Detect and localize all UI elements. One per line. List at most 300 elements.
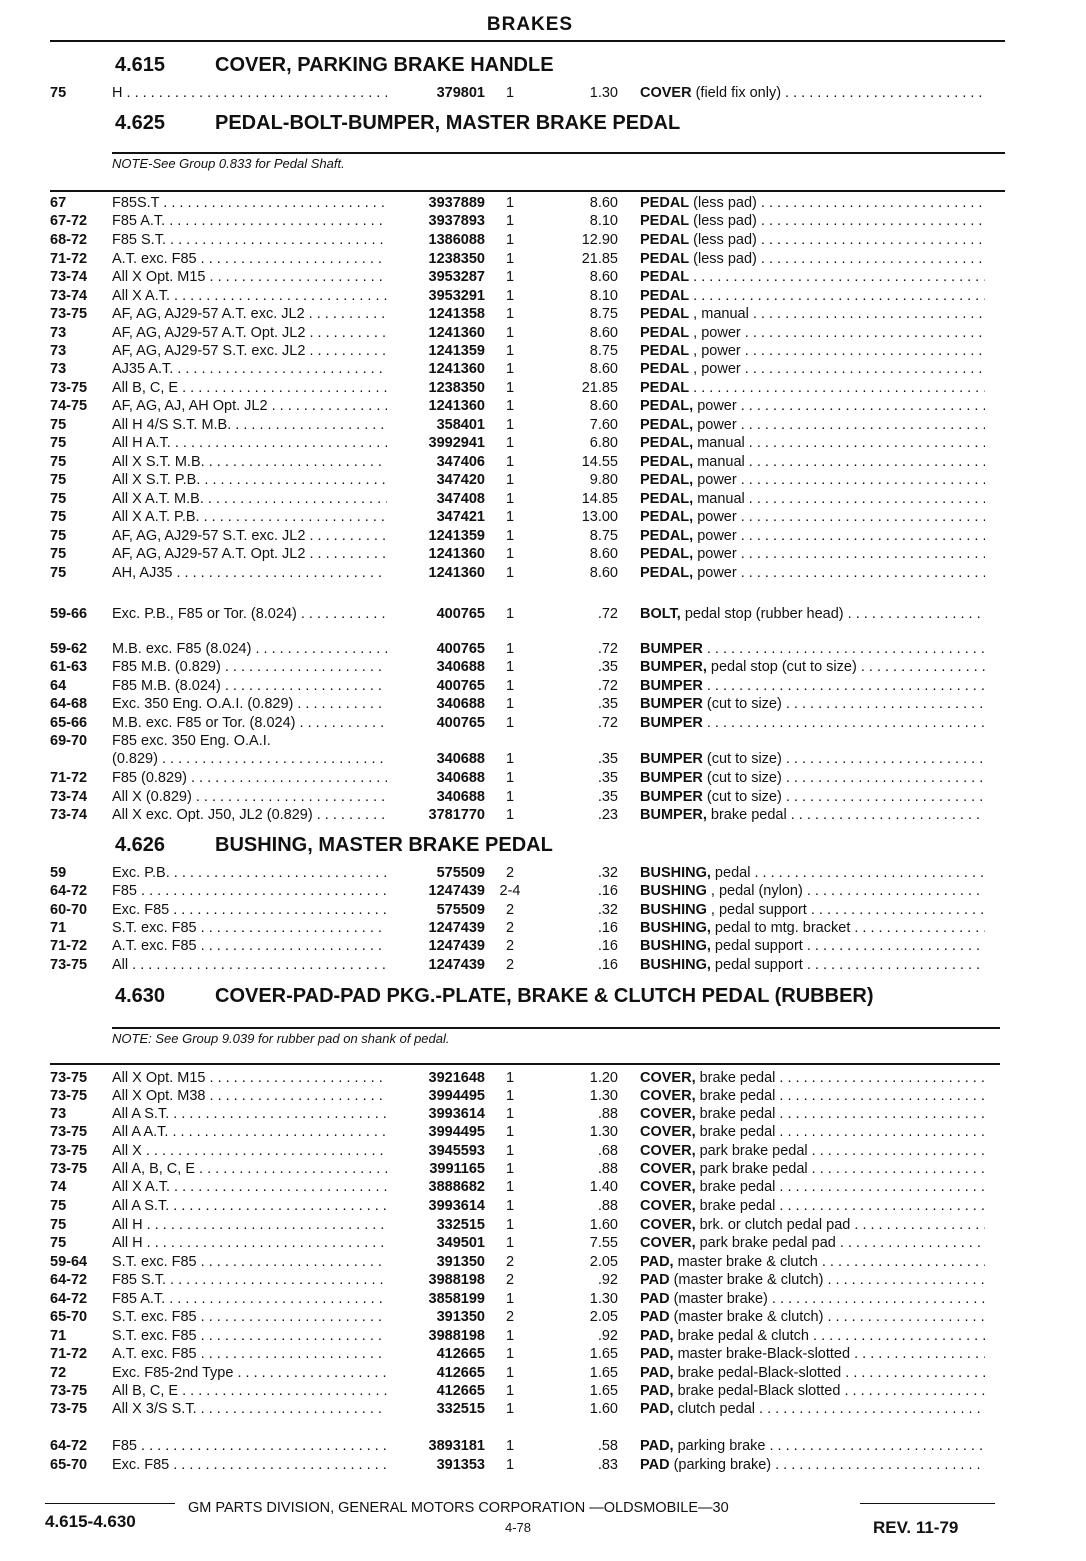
price-cell: 1.40: [589, 1179, 618, 1195]
table-row: [0, 250, 1080, 268]
quantity-cell: 1: [505, 195, 515, 211]
year-cell: 61-63: [50, 659, 88, 675]
quantity-cell: 1: [505, 1198, 515, 1214]
item-detail: brake pedal: [695, 1106, 776, 1122]
item-name: PEDAL,: [640, 454, 694, 470]
item-detail: (cut to size): [702, 751, 782, 767]
item-name: COVER,: [640, 1198, 696, 1214]
description-cell: [640, 416, 985, 434]
price-cell: 1.30: [589, 1124, 618, 1140]
price-cell: 1.60: [589, 1217, 618, 1233]
quantity-cell: 1: [505, 454, 515, 470]
item-name: BUMPER: [640, 751, 703, 767]
description-cell: [640, 1345, 985, 1363]
model-cell: F85 . . .: [112, 1437, 387, 1455]
model-cell: AJ35 A.T. . . .: [112, 360, 387, 378]
description-cell: [640, 1234, 985, 1252]
description-cell: [640, 695, 985, 713]
model-cell: All A A.T. . . .: [112, 1123, 387, 1141]
quantity-cell: 1: [505, 288, 515, 304]
description-cell: [640, 231, 985, 249]
table-row: [0, 268, 1080, 286]
quantity-cell: 1: [505, 770, 515, 786]
table-row: [0, 1290, 1080, 1308]
description-cell: [640, 1197, 985, 1215]
divider: [860, 1503, 995, 1504]
item-name: COVER,: [640, 1106, 696, 1122]
table-row: [0, 434, 1080, 452]
quantity-cell: 1: [505, 641, 515, 657]
description-cell: [640, 342, 985, 360]
quantity-cell: 1: [505, 1179, 515, 1195]
model-cell: S.T. exc. F85 . . .: [112, 1308, 387, 1326]
part-number-cell: 575509: [436, 902, 485, 918]
quantity-cell: 2: [505, 902, 515, 918]
description-cell: [640, 1105, 985, 1123]
price-cell: .16: [597, 957, 618, 973]
quantity-cell: 1: [505, 1383, 515, 1399]
item-name: BOLT,: [640, 606, 681, 622]
price-cell: 2.05: [589, 1309, 618, 1325]
quantity-cell: 1: [505, 343, 515, 359]
description-cell: [640, 287, 985, 305]
quantity-cell: 1: [505, 565, 515, 581]
quantity-cell: 1: [505, 528, 515, 544]
item-detail: , manual: [689, 306, 749, 322]
model-cell: AF, AG, AJ, AH Opt. JL2 . . .: [112, 397, 387, 415]
quantity-cell: 2: [505, 920, 515, 936]
item-name: PAD: [640, 1272, 670, 1288]
model-cell: All X S.T. M.B. . . .: [112, 453, 387, 471]
quantity-cell: 1: [505, 306, 515, 322]
quantity-cell: 1: [505, 1457, 515, 1473]
model-cell: AF, AG, AJ29-57 S.T. exc. JL2 . . .: [112, 527, 387, 545]
part-number-cell: 358401: [436, 417, 485, 433]
item-name: PEDAL: [640, 195, 690, 211]
part-number-cell: 400765: [436, 715, 485, 731]
item-name: PEDAL,: [640, 546, 694, 562]
price-cell: 14.55: [581, 454, 618, 470]
price-cell: .35: [597, 751, 618, 767]
item-detail: power: [693, 546, 737, 562]
price-cell: 1.20: [589, 1070, 618, 1086]
year-cell: 73-74: [50, 789, 88, 805]
quantity-cell: 1: [505, 807, 515, 823]
table-row: [0, 212, 1080, 230]
part-number-cell: 412665: [436, 1365, 485, 1381]
quantity-cell: 1: [505, 1235, 515, 1251]
model-cell: All X Opt. M38 . . .: [112, 1087, 387, 1105]
item-name: COVER,: [640, 1143, 696, 1159]
item-detail: , pedal support: [706, 902, 807, 918]
price-cell: .35: [597, 789, 618, 805]
section-number: 4.625: [115, 112, 166, 134]
model-cell: H . . .: [112, 84, 387, 102]
item-detail: manual: [693, 491, 745, 507]
price-cell: 6.80: [589, 435, 618, 451]
quantity-cell: 1: [505, 751, 515, 767]
description-cell: [640, 434, 985, 452]
part-number-cell: 3858199: [428, 1291, 485, 1307]
price-cell: 1.30: [589, 85, 618, 101]
model-cell: (0.829) . . .: [112, 750, 387, 768]
section-header: [0, 112, 1080, 142]
item-detail: (less pad): [689, 195, 757, 211]
description-cell: [640, 305, 985, 323]
price-cell: 21.85: [581, 251, 618, 267]
part-number-cell: 1241360: [428, 546, 485, 562]
table-row: [0, 84, 1080, 102]
divider: [112, 1027, 1000, 1029]
description-cell: [640, 1400, 985, 1418]
part-number-cell: 1241360: [428, 398, 485, 414]
description-cell: [640, 1142, 985, 1160]
description-cell: [640, 1087, 985, 1105]
item-name: BUMPER,: [640, 659, 707, 675]
divider: [50, 190, 1005, 192]
year-cell: 71-72: [50, 251, 88, 267]
description-cell: [640, 658, 985, 676]
model-cell: A.T. exc. F85 . . .: [112, 250, 387, 268]
item-name: PEDAL: [640, 213, 690, 229]
description-cell: [640, 1437, 985, 1455]
item-detail: brake pedal-Black slotted: [673, 1383, 841, 1399]
part-number-cell: 1247439: [428, 920, 485, 936]
part-number-cell: 575509: [436, 865, 485, 881]
item-detail: (master brake & clutch): [669, 1309, 824, 1325]
footer-division: GM PARTS DIVISION, GENERAL MOTORS CORPORATION —OLDSMOBILE—30: [188, 1500, 729, 1516]
price-cell: .16: [597, 883, 618, 899]
table-row: [0, 714, 1080, 732]
part-number-cell: 3992941: [428, 435, 485, 451]
item-name: PEDAL,: [640, 528, 694, 544]
section-header: [0, 985, 1080, 1015]
model-cell: M.B. exc. F85 (8.024) . . .: [112, 640, 387, 658]
model-cell: F85 S.T. . . .: [112, 231, 387, 249]
item-name: PAD: [640, 1291, 670, 1307]
part-number-cell: 347406: [436, 454, 485, 470]
description-cell: [640, 1327, 985, 1345]
item-detail: pedal to mtg. bracket: [710, 920, 851, 936]
year-cell: 71: [50, 1328, 67, 1344]
year-cell: 73-75: [50, 1383, 88, 1399]
section-title: PEDAL-BOLT-BUMPER, MASTER BRAKE PEDAL: [215, 112, 681, 134]
table-row: [0, 1382, 1080, 1400]
year-cell: 73: [50, 361, 67, 377]
part-number-cell: 3888682: [428, 1179, 485, 1195]
year-cell: 73-75: [50, 1143, 88, 1159]
price-cell: .32: [597, 902, 618, 918]
model-cell: All X . . .: [112, 1142, 387, 1160]
part-number-cell: 412665: [436, 1383, 485, 1399]
part-number-cell: 3993614: [428, 1106, 485, 1122]
item-detail: (parking brake): [669, 1457, 772, 1473]
item-detail: brake pedal: [695, 1198, 776, 1214]
price-cell: 8.60: [589, 565, 618, 581]
description-cell: [640, 937, 985, 955]
part-number-cell: 1238350: [428, 380, 485, 396]
table-row: [0, 1327, 1080, 1345]
item-name: BUMPER: [640, 789, 703, 805]
description-cell: [640, 453, 985, 471]
year-cell: 73-74: [50, 807, 88, 823]
item-detail: brake pedal: [695, 1070, 776, 1086]
year-cell: 71-72: [50, 1346, 88, 1362]
section-title: COVER, PARKING BRAKE HANDLE: [215, 54, 554, 76]
note: NOTE-See Group 0.833 for Pedal Shaft.: [112, 156, 345, 171]
part-number-cell: 347408: [436, 491, 485, 507]
part-number-cell: 3893181: [428, 1438, 485, 1454]
quantity-cell: 1: [505, 269, 515, 285]
section-number: 4.626: [115, 834, 166, 856]
part-number-cell: 3953287: [428, 269, 485, 285]
table-row: [0, 956, 1080, 974]
footer-range: 4.615-4.630: [45, 1512, 136, 1531]
table-row: [0, 1456, 1080, 1474]
part-number-cell: 400765: [436, 641, 485, 657]
item-detail: power: [693, 398, 737, 414]
item-detail: power: [693, 417, 737, 433]
item-detail: brk. or clutch pedal pad: [695, 1217, 851, 1233]
part-number-cell: 3945593: [428, 1143, 485, 1159]
table-row: [0, 937, 1080, 955]
quantity-cell: 1: [505, 325, 515, 341]
item-detail: (less pad): [689, 251, 757, 267]
section-number: 4.615: [115, 54, 166, 76]
year-cell: 73-75: [50, 1088, 88, 1104]
item-name: PEDAL: [640, 325, 690, 341]
description-cell: [640, 268, 985, 286]
item-name: COVER: [640, 85, 692, 101]
table-row: [0, 1197, 1080, 1215]
table-row: [0, 416, 1080, 434]
item-name: COVER,: [640, 1124, 696, 1140]
price-cell: 8.60: [589, 398, 618, 414]
item-name: COVER,: [640, 1088, 696, 1104]
section-number: 4.630: [115, 985, 166, 1007]
revision: REV. 11-79: [873, 1518, 959, 1537]
price-cell: 7.60: [589, 417, 618, 433]
table-row: [0, 360, 1080, 378]
description-cell: [640, 1271, 985, 1289]
table-row: [0, 605, 1080, 623]
quantity-cell: 2: [505, 1309, 515, 1325]
year-cell: 73-75: [50, 957, 88, 973]
model-cell: AF, AG, AJ29-57 A.T. Opt. JL2 . . .: [112, 324, 387, 342]
part-number-cell: 340688: [436, 770, 485, 786]
price-cell: 9.80: [589, 472, 618, 488]
item-name: BUSHING,: [640, 865, 711, 881]
item-name: BUSHING: [640, 883, 707, 899]
description-cell: [640, 919, 985, 937]
item-name: PEDAL,: [640, 509, 694, 525]
year-cell: 73-75: [50, 306, 88, 322]
model-cell: All X Opt. M15 . . .: [112, 1069, 387, 1087]
table-row: [0, 1437, 1080, 1455]
year-cell: 75: [50, 1198, 67, 1214]
table-row: [0, 342, 1080, 360]
price-cell: 14.85: [581, 491, 618, 507]
table-row: [0, 564, 1080, 582]
part-number-cell: 3994495: [428, 1088, 485, 1104]
quantity-cell: 1: [505, 472, 515, 488]
price-cell: 7.55: [589, 1235, 618, 1251]
part-number-cell: 340688: [436, 659, 485, 675]
model-cell: F85 M.B. (8.024) . . .: [112, 677, 387, 695]
quantity-cell: 1: [505, 1070, 515, 1086]
part-number-cell: 1247439: [428, 938, 485, 954]
model-cell: Exc. P.B. . . .: [112, 864, 387, 882]
model-cell: AF, AG, AJ29-57 S.T. exc. JL2 . . .: [112, 342, 387, 360]
model-cell: Exc. P.B., F85 or Tor. (8.024) . . .: [112, 605, 387, 623]
price-cell: 8.60: [589, 546, 618, 562]
part-number-cell: 1386088: [428, 232, 485, 248]
table-row: [0, 1271, 1080, 1289]
description-cell: [640, 605, 985, 623]
description-cell: [640, 490, 985, 508]
price-cell: .35: [597, 770, 618, 786]
model-cell: All X A.T. P.B. . . .: [112, 508, 387, 526]
model-cell: All H . . .: [112, 1234, 387, 1252]
table-row: [0, 1123, 1080, 1141]
item-detail: power: [693, 528, 737, 544]
price-cell: .92: [597, 1328, 618, 1344]
item-name: PAD,: [640, 1383, 674, 1399]
model-cell: All X A.T. . . .: [112, 1178, 387, 1196]
model-cell: AF, AG, AJ29-57 A.T. exc. JL2 . . .: [112, 305, 387, 323]
item-name: PAD,: [640, 1328, 674, 1344]
year-cell: 74-75: [50, 398, 88, 414]
description-cell: [640, 806, 985, 824]
table-row: [0, 287, 1080, 305]
item-detail: (field fix only): [691, 85, 782, 101]
price-cell: .88: [597, 1198, 618, 1214]
year-cell: 68-72: [50, 232, 88, 248]
year-cell: 73-75: [50, 1161, 88, 1177]
model-cell: AH, AJ35 . . .: [112, 564, 387, 582]
price-cell: .88: [597, 1106, 618, 1122]
model-cell: All B, C, E . . .: [112, 379, 387, 397]
item-detail: pedal support: [710, 938, 803, 954]
item-name: PEDAL: [640, 269, 690, 285]
table-row: [0, 545, 1080, 563]
model-cell: F85 A.T. . . .: [112, 212, 387, 230]
table-row: [0, 769, 1080, 787]
quantity-cell: 1: [505, 1438, 515, 1454]
part-number-cell: 391353: [436, 1457, 485, 1473]
item-name: BUMPER: [640, 715, 703, 731]
item-name: BUSHING,: [640, 938, 711, 954]
item-detail: (less pad): [689, 213, 757, 229]
price-cell: 8.10: [589, 213, 618, 229]
year-cell: 64-72: [50, 883, 88, 899]
description-cell: [640, 714, 985, 732]
item-name: PAD: [640, 1457, 670, 1473]
quantity-cell: 1: [505, 213, 515, 229]
year-cell: 67-72: [50, 213, 88, 229]
price-cell: 8.75: [589, 306, 618, 322]
year-cell: 75: [50, 85, 67, 101]
quantity-cell: 1: [505, 696, 515, 712]
price-cell: .92: [597, 1272, 618, 1288]
item-detail: manual: [693, 454, 745, 470]
section-title: BUSHING, MASTER BRAKE PEDAL: [215, 834, 553, 856]
year-cell: 75: [50, 491, 67, 507]
model-cell: F85 (0.829) . . .: [112, 769, 387, 787]
price-cell: 2.05: [589, 1254, 618, 1270]
item-detail: clutch pedal: [673, 1401, 755, 1417]
part-number-cell: 1241358: [428, 306, 485, 322]
price-cell: .72: [597, 606, 618, 622]
item-name: PEDAL,: [640, 565, 694, 581]
part-number-cell: 1241359: [428, 528, 485, 544]
item-detail: brake pedal: [706, 807, 787, 823]
model-cell: A.T. exc. F85 . . .: [112, 937, 387, 955]
description-cell: [640, 640, 985, 658]
description-cell: [640, 1069, 985, 1087]
quantity-cell: 1: [505, 1106, 515, 1122]
quantity-cell: 1: [505, 491, 515, 507]
year-cell: 69-70: [50, 733, 88, 749]
table-row: [0, 677, 1080, 695]
quantity-cell: 1: [505, 398, 515, 414]
year-cell: 73: [50, 1106, 67, 1122]
item-detail: brake pedal: [695, 1124, 776, 1140]
year-cell: 75: [50, 435, 67, 451]
item-name: COVER,: [640, 1235, 696, 1251]
item-detail: pedal support: [710, 957, 803, 973]
description-cell: [640, 750, 985, 768]
table-row: [0, 471, 1080, 489]
quantity-cell: 1: [505, 380, 515, 396]
model-cell: Exc. F85-2nd Type . . .: [112, 1364, 387, 1382]
table-row: [0, 397, 1080, 415]
description-cell: [640, 545, 985, 563]
description-cell: [640, 1123, 985, 1141]
year-cell: 59-62: [50, 641, 88, 657]
model-cell: All B, C, E . . .: [112, 1382, 387, 1400]
item-name: BUSHING: [640, 902, 707, 918]
item-name: BUMPER,: [640, 807, 707, 823]
part-number-cell: 379801: [436, 85, 485, 101]
price-cell: .68: [597, 1143, 618, 1159]
year-cell: 64-72: [50, 1291, 88, 1307]
item-name: PEDAL,: [640, 417, 694, 433]
model-cell: F85 exc. 350 Eng. O.A.I.: [112, 733, 271, 749]
year-cell: 75: [50, 417, 67, 433]
year-cell: 75: [50, 472, 67, 488]
part-number-cell: 3994495: [428, 1124, 485, 1140]
year-cell: 73-75: [50, 1070, 88, 1086]
price-cell: .23: [597, 807, 618, 823]
part-number-cell: 1247439: [428, 957, 485, 973]
item-detail: (cut to size): [702, 770, 782, 786]
item-name: PAD,: [640, 1438, 674, 1454]
price-cell: 8.60: [589, 269, 618, 285]
table-row: [0, 1087, 1080, 1105]
price-cell: 8.60: [589, 195, 618, 211]
quantity-cell: 2: [505, 865, 515, 881]
year-cell: 59-66: [50, 606, 88, 622]
item-detail: (cut to size): [702, 696, 782, 712]
model-cell: All X (0.829) . . .: [112, 788, 387, 806]
model-cell: Exc. F85 . . .: [112, 901, 387, 919]
price-cell: .83: [597, 1457, 618, 1473]
quantity-cell: 2: [505, 1272, 515, 1288]
item-name: PEDAL: [640, 306, 690, 322]
item-name: BUMPER: [640, 770, 703, 786]
item-name: PAD: [640, 1309, 670, 1325]
